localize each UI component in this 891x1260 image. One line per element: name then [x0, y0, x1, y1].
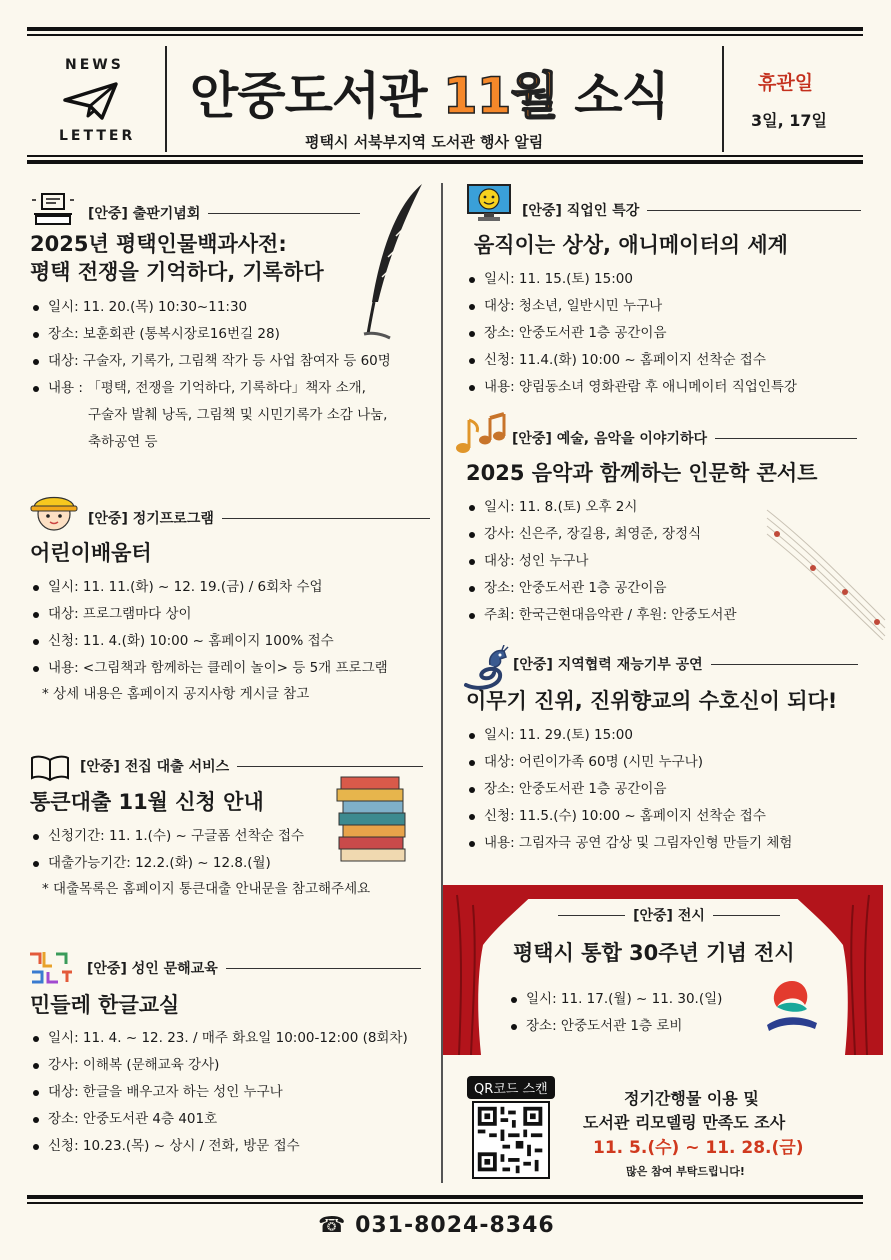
header-rule	[27, 160, 863, 164]
news-label: NEWS	[65, 57, 124, 73]
list-item: 대상: 구술자, 기록가, 그림책 작가 등 사업 참여자 등 60명	[30, 348, 360, 375]
quill-pen-icon	[360, 182, 430, 342]
detail-list	[30, 823, 423, 877]
detail-list	[466, 494, 857, 629]
qr-scan-label: QR코드 스캔	[467, 1076, 555, 1099]
list-item: 신청: 11.5.(수) 10:00 ~ 홈페이지 선착순 접수	[466, 803, 858, 830]
list-item-continuation: 축하공연 등	[88, 434, 158, 451]
footer-rule	[27, 1195, 863, 1199]
detail-list	[30, 574, 430, 682]
note-text: * 상세 내용은 홈페이지 공지사항 게시글 참고	[42, 685, 310, 702]
section-talent-donation	[466, 654, 858, 857]
newsletter-subtitle: 평택시 서북부지역 도서관 행사 알림	[305, 133, 544, 151]
qr-code-icon[interactable]	[472, 1101, 550, 1179]
list-item: 장소: 안중도서관 1층 공간이음	[466, 320, 861, 347]
header-divider-left	[165, 46, 167, 152]
list-item: 주최: 한국근현대음악관 / 후원: 안중도서관	[466, 602, 857, 629]
section-rule	[647, 210, 861, 211]
top-rule	[27, 27, 863, 31]
list-item: 장소: 보훈회관 (통복시장로16번길 28)	[30, 321, 360, 348]
list-item: 신청: 10.23.(목) ~ 상시 / 전화, 방문 접수	[30, 1133, 421, 1160]
library-phone: ☎ 031-8024-8346	[318, 1213, 555, 1238]
section-career-lecture	[466, 200, 861, 401]
list-item: 내용: 양림동소녀 영화관람 후 애니메이터 직업인특강	[466, 374, 861, 401]
section-title: 2025 음악과 함께하는 인문학 콘서트	[466, 461, 818, 485]
list-item: 강사: 이해복 (문해교육 강사)	[30, 1052, 421, 1079]
header-divider-right	[722, 46, 724, 152]
detail-list	[466, 266, 861, 401]
list-item: 강사: 신은주, 장길용, 최영준, 장정식	[466, 521, 857, 548]
section-regular-program	[30, 508, 430, 707]
list-item: 내용 : 「평택, 전쟁을 기억하다, 기록하다」책자 소개,	[30, 375, 360, 402]
section-rule	[237, 766, 423, 767]
list-item: 대상: 성인 누구나	[466, 548, 857, 575]
detail-list	[30, 1025, 421, 1160]
section-title: 통큰대출 11월 신청 안내	[30, 790, 264, 814]
section-tag: [안중] 전시	[633, 908, 705, 924]
list-item: 일시: 11. 8.(토) 오후 2시	[466, 494, 857, 521]
section-tag: [안중] 전집 대출 서비스	[80, 759, 230, 775]
survey-title-line2: 도서관 리모델링 만족도 조사	[583, 1113, 786, 1132]
section-title: 어린이배움터	[30, 541, 152, 565]
header-rule-thin	[27, 155, 863, 157]
list-item: 장소: 안중도서관 1층 로비	[508, 1013, 722, 1040]
list-item: 내용: 그림자극 공연 감상 및 그림자인형 만들기 체험	[466, 830, 858, 857]
letter-label: LETTER	[59, 128, 136, 144]
section-title: 평택시 통합 30주년 기념 전시	[513, 941, 795, 965]
closed-days-label: 휴관일	[758, 72, 814, 94]
newsletter-title: 안중도서관 11월 소식	[190, 67, 669, 125]
section-title: 이무기 진위, 진위향교의 수호신이 되다!	[466, 689, 838, 713]
section-rule	[208, 213, 360, 214]
list-item: 장소: 안중도서관 4층 401호	[30, 1106, 421, 1133]
note-text: * 대출목록은 홈페이지 통큰대출 안내문을 참고해주세요	[42, 880, 371, 897]
list-item: 내용: <그림책과 함께하는 클레이 놀이> 등 5개 프로그램	[30, 655, 430, 682]
section-tag: [안중] 직업인 특강	[522, 203, 640, 219]
list-item: 대출가능기간: 12.2.(화) ~ 12.8.(월)	[30, 850, 423, 877]
exhibition-header	[558, 905, 780, 925]
section-rule	[222, 518, 430, 519]
section-title: 민들레 한글교실	[30, 993, 180, 1017]
section-publication	[30, 203, 391, 456]
footer-rule-thin	[27, 1202, 863, 1204]
list-item: 일시: 11. 15.(토) 15:00	[466, 266, 861, 293]
list-item: 대상: 청소년, 일반시민 누구나	[466, 293, 861, 320]
detail-list	[30, 294, 391, 402]
section-rule	[226, 968, 421, 969]
detail-list	[466, 722, 858, 857]
list-item-continuation: 구술자 발췌 낭독, 그림책 및 시민기록가 소감 나눔,	[88, 407, 388, 424]
survey-period: 11. 5.(수) ~ 11. 28.(금)	[593, 1138, 804, 1158]
list-item: 대상: 프로그램마다 상이	[30, 601, 430, 628]
closed-days-value: 3일, 17일	[751, 111, 827, 130]
list-item: 일시: 11. 4. ~ 12. 23. / 매주 화요일 10:00-12:00 (8회차)	[30, 1025, 421, 1052]
section-tag: [안중] 예술, 음악을 이야기하다	[512, 431, 708, 447]
paper-plane-icon	[62, 80, 120, 122]
pyeongtaek-logo	[761, 975, 823, 1037]
section-tag: [안중] 성인 문해교육	[87, 961, 218, 977]
section-rule	[711, 664, 858, 665]
section-concert	[466, 428, 857, 629]
list-item: 장소: 안중도서관 1층 공간이음	[466, 776, 858, 803]
section-hangul-class	[30, 958, 421, 1160]
survey-thanks: 많은 참여 부탁드립니다!	[626, 1165, 745, 1178]
section-tag: [안중] 정기프로그램	[88, 511, 214, 527]
list-item: 대상: 한글을 배우고자 하는 성인 누구나	[30, 1079, 421, 1106]
list-item: 신청기간: 11. 1.(수) ~ 구글폼 선착순 접수	[30, 823, 423, 850]
list-item: 장소: 안중도서관 1층 공간이음	[466, 575, 857, 602]
section-tag: [안중] 지역협력 재능기부 공연	[513, 657, 703, 673]
list-item: 일시: 11. 11.(화) ~ 12. 19.(금) / 6회차 수업	[30, 574, 430, 601]
section-rule	[713, 915, 780, 916]
section-rule	[715, 438, 857, 439]
section-delivery	[30, 756, 423, 902]
list-item: 신청: 11. 4.(화) 10:00 ~ 홈페이지 100% 접수	[30, 628, 430, 655]
section-title: 움직이는 상상, 애니메이터의 세계	[474, 233, 788, 257]
section-tag: [안중] 출판기념회	[88, 206, 201, 222]
section-rule	[558, 915, 625, 916]
list-item: 신청: 11.4.(화) 10:00 ~ 홈페이지 선착순 접수	[466, 347, 861, 374]
top-rule-thin	[27, 34, 863, 36]
list-item: 일시: 11. 20.(목) 10:30~11:30	[30, 294, 360, 321]
list-item: 일시: 11. 29.(토) 15:00	[466, 722, 858, 749]
list-item: 일시: 11. 17.(월) ~ 11. 30.(일)	[508, 986, 722, 1013]
survey-title-line1: 정기간행물 이용 및	[624, 1089, 759, 1108]
section-title: 2025년 평택인물백과사전: 평택 전쟁을 기억하다, 기록하다	[30, 232, 324, 284]
section-exhibition	[443, 885, 883, 1055]
detail-list	[508, 986, 722, 1040]
list-item: 대상: 어린이가족 60명 (시민 누구나)	[466, 749, 858, 776]
